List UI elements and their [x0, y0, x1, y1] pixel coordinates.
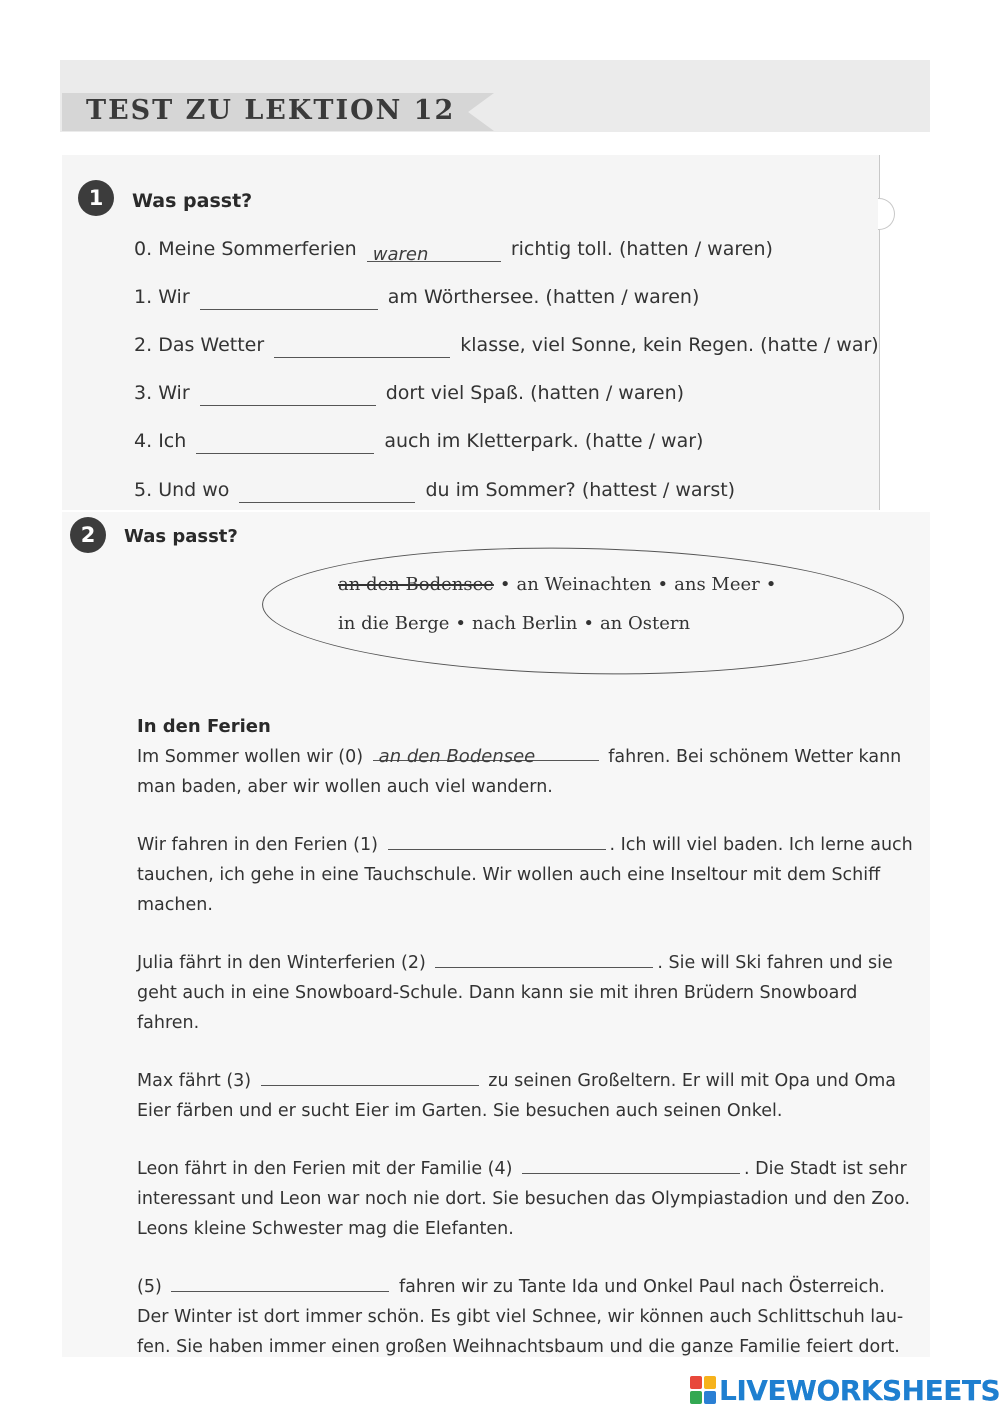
item-text-after: richtig toll. — [510, 238, 613, 260]
paragraph-text: fahren wir zu Tante Ida und Onkel Paul nach Österreich. Der Winter ist dort immer schön. Es gibt viel Schnee, wir können auch Schlittschuh lau-fen. Sie haben immer einen großen Weihnachtsbaum und die ganze Familie feiert dort. — [137, 1277, 904, 1357]
item-text-after: du im Sommer? — [425, 479, 576, 501]
answer-blank-3[interactable] — [261, 1067, 479, 1086]
bullet: • — [455, 613, 467, 634]
item-number: 3. — [134, 382, 153, 404]
bullet: • — [765, 574, 777, 595]
exercise-row-1 — [134, 284, 699, 310]
paragraph-text: (5) — [137, 1277, 162, 1297]
section2-number-badge: 2 — [70, 517, 106, 553]
paragraph-text: Max fährt (3) — [137, 1071, 252, 1091]
word-option: an Ostern — [599, 613, 691, 634]
word-box-line-1 — [338, 574, 782, 595]
answer-blank-4[interactable] — [522, 1155, 740, 1174]
text-title: In den Ferien — [137, 716, 271, 737]
paragraph-text: Julia fährt in den Winterferien (2) — [137, 953, 426, 973]
section1-heading: Was passt? — [132, 190, 253, 212]
paragraph-0 — [137, 742, 917, 802]
item-text-before: Meine Sommerferien — [158, 238, 357, 260]
answer-blank-p0[interactable] — [373, 742, 599, 767]
paragraph-1 — [137, 830, 917, 920]
answer-blank-2[interactable] — [435, 949, 653, 968]
paragraph-2 — [137, 948, 917, 1038]
item-text-before: Ich — [158, 430, 187, 452]
word-box-line-2 — [338, 613, 690, 634]
paragraph-text: . Ich will viel baden. Ich lerne auch tauchen, ich gehe in eine Tauchschule. Wir wollen auch eine Inseltour mit dem Schiff machen. — [137, 835, 913, 915]
paragraph-text: Leon fährt in den Ferien mit der Familie (4) — [137, 1159, 513, 1179]
liveworksheets-logo[interactable] — [690, 1372, 1000, 1408]
answer-blank-4[interactable] — [196, 433, 374, 454]
word-option: ans Meer — [674, 574, 760, 595]
word-option: in die Berge — [338, 613, 450, 634]
word-option: nach Berlin — [472, 613, 578, 634]
exercise-row-2 — [134, 332, 879, 358]
logo-text: LIVEWORKSHEETS — [719, 1373, 1000, 1407]
item-number: 1. — [134, 286, 153, 308]
panel-notch — [878, 198, 895, 230]
paragraph-text: Wir fahren in den Ferien (1) — [137, 835, 378, 855]
answer-blank-5[interactable] — [239, 482, 415, 503]
answer-blank-1[interactable] — [200, 289, 378, 310]
item-text-before: Wir — [158, 286, 190, 308]
item-text-after: am Wörthersee. — [387, 286, 540, 308]
exercise-row-0 — [134, 236, 773, 265]
answer-text-0: waren — [372, 244, 429, 265]
item-options: (hattest / warst) — [581, 479, 736, 501]
item-number: 0. — [134, 238, 153, 260]
section2-heading: Was passt? — [124, 526, 238, 547]
item-options: (hatten / waren) — [530, 382, 685, 404]
section1-number-badge: 1 — [78, 180, 114, 216]
exercise-row-5 — [134, 477, 735, 503]
bullet: • — [499, 574, 511, 595]
exercise-row-4 — [134, 428, 703, 454]
item-options: (hatten / waren) — [618, 238, 773, 260]
paragraph-text: . Die Stadt ist sehr interessant und Leon war noch nie dort. Sie besuchen das Olympiastadion und den Zoo. Leons kleine Schwester mag die Elefanten. — [137, 1159, 911, 1239]
item-number: 5. — [134, 479, 153, 501]
item-text-before: Das Wetter — [158, 334, 265, 356]
item-text-after: klasse, viel Sonne, kein Regen. — [460, 334, 755, 356]
answer-blank-0[interactable] — [367, 241, 501, 265]
item-text-after: auch im Kletterpark. — [384, 430, 579, 452]
paragraph-4 — [137, 1154, 917, 1244]
item-options: (hatte / war) — [760, 334, 879, 356]
paragraph-text: . Sie will Ski fahren und sie geht auch in eine Snowboard-Schule. Dann kann sie mit ihren Brüdern Snowboard fahren. — [137, 953, 893, 1033]
answer-blank-5[interactable] — [171, 1273, 389, 1292]
paragraph-text: Im Sommer wollen wir (0) — [137, 747, 364, 767]
paragraph-text: zu seinen Großeltern. Er will mit Opa und Oma Eier färben und er sucht Eier im Garten. Sie besuchen auch seinen Onkel. — [137, 1071, 897, 1121]
answer-blank-1[interactable] — [388, 831, 606, 850]
exercise-row-3 — [134, 380, 684, 406]
answer-blank-2[interactable] — [274, 337, 450, 358]
item-text-before: Und wo — [158, 479, 230, 501]
paragraph-3 — [137, 1066, 917, 1126]
paragraph-text: fahren. Bei schönem Wetter kann man baden, aber wir wollen auch viel wandern. — [137, 747, 902, 797]
item-text-after: dort viel Spaß. — [385, 382, 525, 404]
item-options: (hatte / war) — [584, 430, 704, 452]
bullet: • — [583, 613, 594, 634]
word-option: an Weinachten — [516, 574, 652, 595]
logo-grid-icon — [690, 1376, 716, 1404]
item-number: 2. — [134, 334, 153, 356]
item-options: (hatten / waren) — [545, 286, 700, 308]
bullet: • — [657, 574, 669, 595]
paragraph-5 — [137, 1272, 917, 1362]
item-number: 4. — [134, 430, 153, 452]
answer-text-p0: an den Bodensee — [378, 746, 536, 767]
item-text-before: Wir — [158, 382, 190, 404]
page-title: TEST ZU LEKTION 12 — [86, 95, 456, 126]
answer-blank-3[interactable] — [200, 385, 376, 406]
word-option-used: an den Bodensee — [338, 574, 494, 595]
